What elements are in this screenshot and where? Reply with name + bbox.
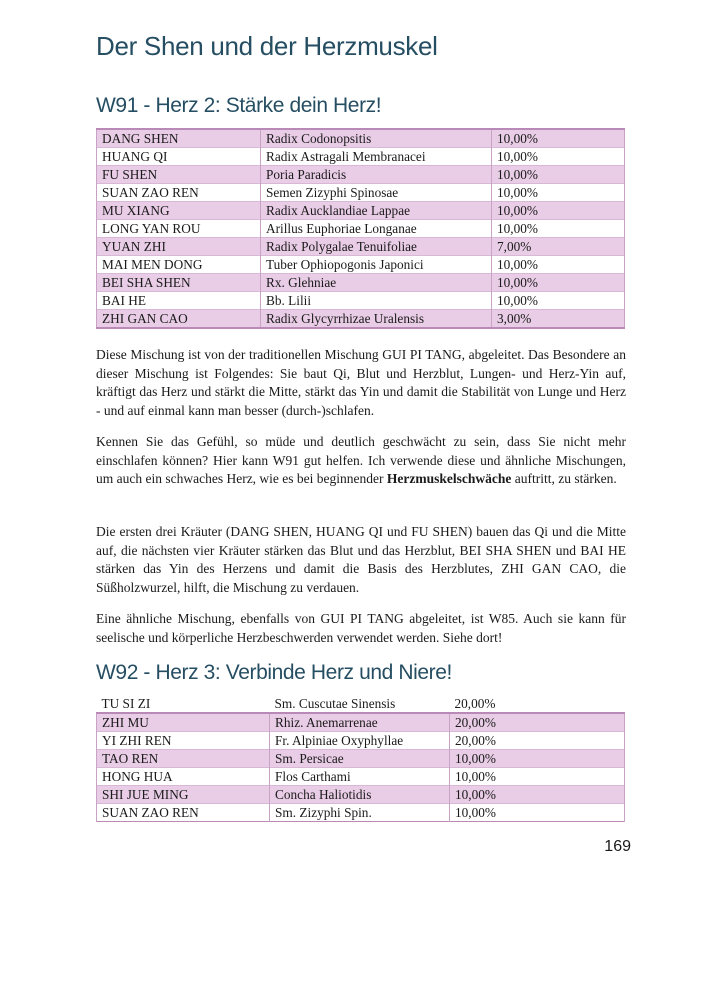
percentage-cell: 10,00% <box>492 184 625 202</box>
latin-name-cell: Flos Carthami <box>270 768 450 786</box>
percentage-cell: 10,00% <box>450 786 625 804</box>
herb-name-cell: HUANG QI <box>97 148 261 166</box>
percentage-cell: 20,00% <box>450 713 625 732</box>
herb-table-w92 <box>96 695 625 822</box>
percentage-cell: 10,00% <box>492 202 625 220</box>
percentage-cell: 10,00% <box>492 166 625 184</box>
herb-name-cell: LONG YAN ROU <box>97 220 261 238</box>
herb-table-w91 <box>96 128 625 329</box>
paragraph-usage <box>96 433 626 489</box>
herb-name-cell: SHI JUE MING <box>97 786 270 804</box>
paragraph-herbs: Die ersten drei Kräuter (DANG SHEN, HUANG QI und FU SHEN) bauen das Qi und die Mitte auf, die nächsten vier Kräuter stärken das Blut und das Herzblut, BEI SHA SHEN und BAI HE stärken das Yin des Herzens und damit die Basis des Herzblutes, ZHI GAN CAO, die Süßholzwurzel, hilft, die Mischung zu verdauen. <box>96 524 626 595</box>
latin-name-cell: Radix Codonopsitis <box>261 129 492 148</box>
latin-name-cell: Concha Haliotidis <box>270 786 450 804</box>
herb-name-cell: ZHI GAN CAO <box>97 310 261 329</box>
table-row <box>97 256 625 274</box>
herb-name-cell: BAI HE <box>97 292 261 310</box>
herb-name-cell: SUAN ZAO REN <box>97 184 261 202</box>
percentage-cell: 20,00% <box>450 695 625 713</box>
table-row <box>97 732 625 750</box>
percentage-cell: 10,00% <box>492 148 625 166</box>
table-row <box>97 274 625 292</box>
latin-name-cell: Tuber Ophiopogonis Japonici <box>261 256 492 274</box>
percentage-cell: 20,00% <box>450 732 625 750</box>
page-number: 169 <box>604 838 631 855</box>
latin-name-cell: Rhiz. Anemarrenae <box>270 713 450 732</box>
percentage-cell: 3,00% <box>492 310 625 329</box>
paragraph-text: auftritt, zu stärken. <box>511 471 617 486</box>
herb-name-cell: SUAN ZAO REN <box>97 804 270 822</box>
herb-name-cell: FU SHEN <box>97 166 261 184</box>
section-heading-w91: W91 - Herz 2: Stärke dein Herz! <box>96 94 382 117</box>
latin-name-cell: Sm. Persicae <box>270 750 450 768</box>
herb-name-cell: BEI SHA SHEN <box>97 274 261 292</box>
latin-name-cell: Radix Polygalae Tenuifoliae <box>261 238 492 256</box>
table-row <box>97 750 625 768</box>
percentage-cell: 10,00% <box>492 274 625 292</box>
percentage-cell: 10,00% <box>492 256 625 274</box>
herb-name-cell: YI ZHI REN <box>97 732 270 750</box>
table-row <box>97 292 625 310</box>
percentage-cell: 10,00% <box>492 220 625 238</box>
table-row <box>97 166 625 184</box>
latin-name-cell: Radix Glycyrrhizae Uralensis <box>261 310 492 329</box>
latin-name-cell: Radix Aucklandiae Lappae <box>261 202 492 220</box>
table-row <box>97 220 625 238</box>
herb-name-cell: TAO REN <box>97 750 270 768</box>
latin-name-cell: Poria Paradicis <box>261 166 492 184</box>
table-row <box>97 184 625 202</box>
page-title: Der Shen und der Herzmuskel <box>96 31 438 61</box>
percentage-cell: 10,00% <box>450 768 625 786</box>
table-row <box>97 695 625 713</box>
latin-name-cell: Semen Zizyphi Spinosae <box>261 184 492 202</box>
emphasis-term: Herzmuskelschwäche <box>386 471 512 486</box>
herb-name-cell: HONG HUA <box>97 768 270 786</box>
percentage-cell: 10,00% <box>450 804 625 822</box>
table-row <box>97 310 625 329</box>
table-row <box>97 148 625 166</box>
latin-name-cell: Arillus Euphoriae Longanae <box>261 220 492 238</box>
herb-name-cell: ZHI MU <box>97 713 270 732</box>
percentage-cell: 10,00% <box>492 129 625 148</box>
latin-name-cell: Bb. Lilii <box>261 292 492 310</box>
latin-name-cell: Fr. Alpiniae Oxyphyllae <box>270 732 450 750</box>
table-row <box>97 202 625 220</box>
table-row <box>97 804 625 822</box>
percentage-cell: 7,00% <box>492 238 625 256</box>
herb-name-cell: MAI MEN DONG <box>97 256 261 274</box>
paragraph-related: Eine ähnliche Mischung, ebenfalls von GUI PI TANG abgeleitet, ist W85. Auch sie kann für seelische und körperliche Herzbeschwerden verwendet werden. Siehe dort! <box>96 611 626 645</box>
herb-name-cell: DANG SHEN <box>97 129 261 148</box>
herb-name-cell: YUAN ZHI <box>97 238 261 256</box>
percentage-cell: 10,00% <box>450 750 625 768</box>
table-row <box>97 129 625 148</box>
latin-name-cell: Sm. Cuscutae Sinensis <box>270 695 450 713</box>
herb-name-cell: MU XIANG <box>97 202 261 220</box>
table-row <box>97 786 625 804</box>
latin-name-cell: Sm. Zizyphi Spin. <box>270 804 450 822</box>
herb-name-cell: TU SI ZI <box>97 695 270 713</box>
table-row <box>97 238 625 256</box>
latin-name-cell: Radix Astragali Membranacei <box>261 148 492 166</box>
latin-name-cell: Rx. Glehniae <box>261 274 492 292</box>
percentage-cell: 10,00% <box>492 292 625 310</box>
table-row <box>97 713 625 732</box>
table-row <box>97 768 625 786</box>
paragraph-origin: Diese Mischung ist von der traditionellen Mischung GUI PI TANG, abgeleitet. Das Besondere an dieser Mischung ist Folgendes: Sie baut Qi, Blut und Herzblut, Lungen- und Herz-Yin auf, kräftigt das Herz und stärkt die Mitte, stärkt das Yin und damit die Stabilität von Lunge und Herz - und auf einmal kann man besser (durch-)schlafen. <box>96 347 626 418</box>
section-heading-w92: W92 - Herz 3: Verbinde Herz und Niere! <box>96 661 452 684</box>
paragraph-text: Kennen Sie das Gefühl, so müde und deutlich geschwächt zu sein, dass Sie nicht mehr einschlafen können? Hier kann W91 gut helfen. Ich verwende diese und ähnliche Mischungen, um auch ein schwaches Herz, wie es bei beginnender <box>96 434 626 486</box>
